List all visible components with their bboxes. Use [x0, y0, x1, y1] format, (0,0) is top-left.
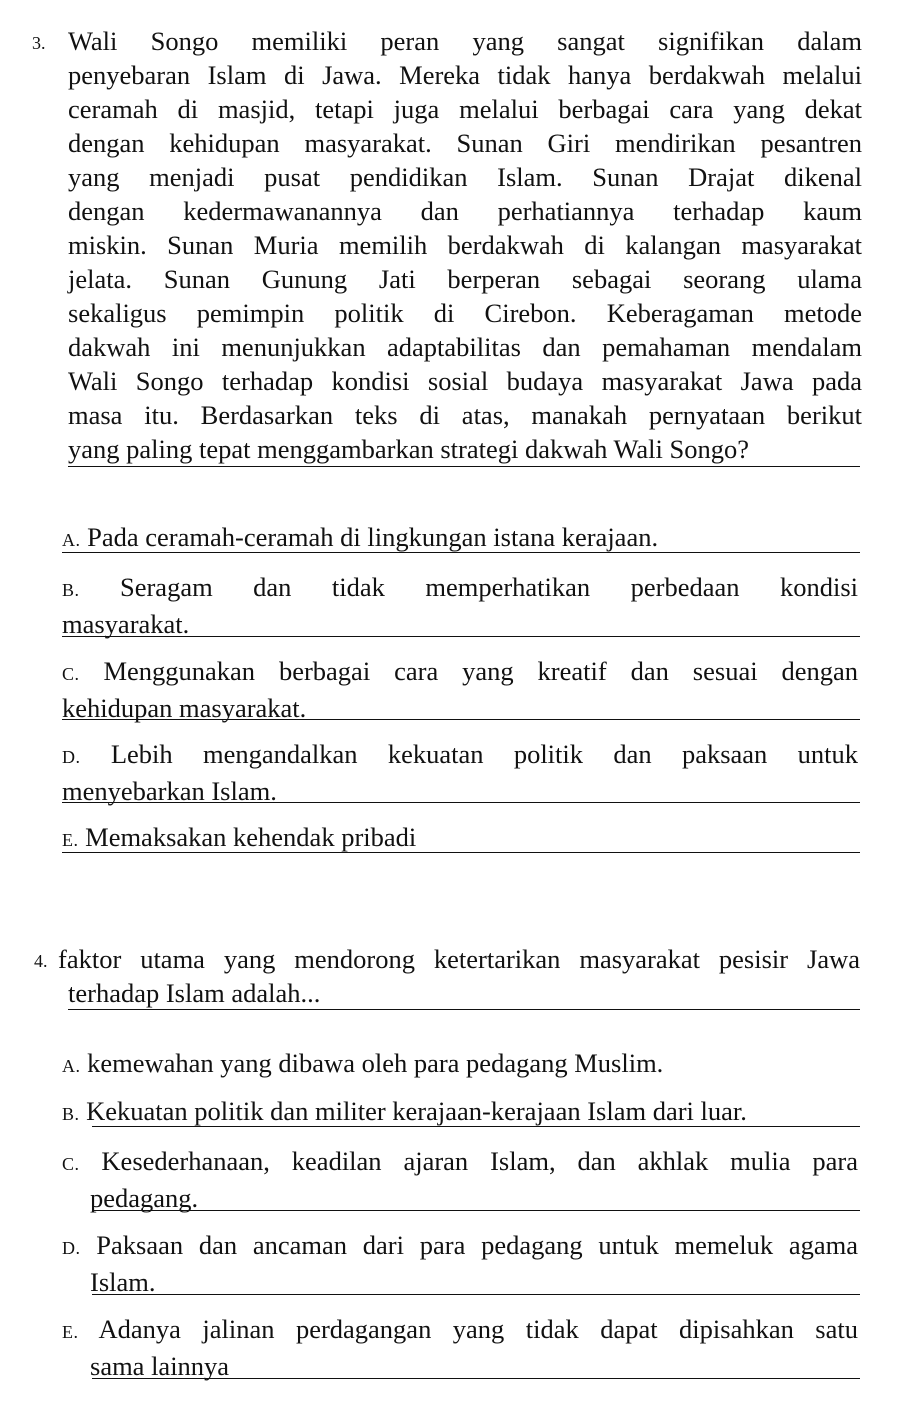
q4-option-e-text-2: sama lainnya — [90, 1351, 230, 1381]
question-3-text — [68, 24, 862, 466]
question-4-line: terhadap Islam adalah... — [68, 978, 321, 1008]
question-3-line: ceramah di masjid, tetapi juga melalui berbagai cara yang dekat — [68, 94, 862, 124]
question-3-line: masa itu. Berdasarkan teks di atas, manakah pernyataan berikut — [68, 400, 862, 430]
q3-option-b-letter: B. — [62, 580, 80, 600]
answer-line — [62, 636, 860, 637]
question-3-line: dengan kedermawanannya dan perhatiannya terhadap kaum — [68, 196, 862, 226]
answer-line — [62, 552, 860, 553]
answer-line — [62, 802, 860, 803]
q3-option-a-letter: A. — [62, 530, 81, 550]
q4-option-d[interactable] — [62, 1228, 858, 1299]
answer-line — [62, 719, 860, 720]
question-3-line: yang paling tepat menggambarkan strategi dakwah Wali Songo? — [68, 434, 750, 464]
q4-option-b-letter: B. — [62, 1104, 80, 1124]
q4-option-d-letter: D. — [62, 1238, 81, 1258]
answer-line — [92, 1378, 860, 1379]
question-3-line: yang menjadi pusat pendidikan Islam. Sunan Drajat dikenal — [68, 162, 862, 192]
q4-option-e-text: Adanya jalinan perdagangan yang tidak dapat dipisahkan satu — [98, 1314, 858, 1344]
q3-option-c-text: Menggunakan berbagai cara yang kreatif dan sesuai dengan — [103, 656, 859, 686]
question-4 — [34, 942, 860, 1010]
question-3-line: penyebaran Islam di Jawa. Mereka tidak hanya berdakwah melalui — [68, 60, 862, 90]
question-3-line: dakwah ini menunjukkan adaptabilitas dan pemahaman mendalam — [68, 332, 862, 362]
q4-option-a[interactable] — [62, 1046, 858, 1083]
question-3-line: dengan kehidupan masyarakat. Sunan Giri mendirikan pesantren — [68, 128, 862, 158]
q3-option-d-text: Lebih mengandalkan kekuatan politik dan paksaan untuk — [110, 739, 858, 769]
q4-option-e[interactable] — [62, 1312, 858, 1383]
question-3-line: Wali Songo memiliki peran yang sangat signifikan dalam — [68, 26, 862, 56]
q3-option-e-text: Memaksakan kehendak pribadi — [85, 822, 417, 852]
q4-option-c-letter: C. — [62, 1154, 80, 1174]
question-4-text — [58, 942, 860, 1010]
question-3-line: Wali Songo terhadap kondisi sosial budaya masyarakat Jawa pada — [68, 366, 862, 396]
q4-option-d-text: Paksaan dan ancaman dari para pedagang untuk memeluk agama — [96, 1230, 859, 1260]
q4-option-b-text: Kekuatan politik dan militer kerajaan-kerajaan Islam dari luar. — [86, 1096, 747, 1126]
q3-option-c-letter: C. — [62, 664, 80, 684]
question-3-line: jelata. Sunan Gunung Jati berperan sebagai seorang ulama — [68, 264, 862, 294]
q4-option-a-letter: A. — [62, 1056, 81, 1076]
q3-option-b[interactable] — [62, 570, 858, 641]
q4-option-d-text-2: Islam. — [90, 1267, 156, 1297]
q4-option-e-letter: E. — [62, 1322, 79, 1342]
q4-option-c-text: Kesederhanaan, keadilan ajaran Islam, dan akhlak mulia para — [101, 1146, 858, 1176]
q3-option-d-letter: D. — [62, 747, 81, 767]
question-3-line: miskin. Sunan Muria memilih berdakwah di kalangan masyarakat — [68, 230, 862, 260]
question-3 — [32, 24, 862, 466]
q3-option-b-text: Seragam dan tidak memperhatikan perbedaan kondisi — [119, 572, 858, 602]
q4-option-c-text-2: pedagang. — [90, 1183, 199, 1213]
q3-option-d[interactable] — [62, 737, 858, 808]
answer-line — [92, 1210, 860, 1211]
answer-line — [62, 852, 860, 853]
question-3-line: sekaligus pemimpin politik di Cirebon. Keberagaman metode — [68, 298, 862, 328]
q3-option-a-text: Pada ceramah-ceramah di lingkungan istana kerajaan. — [87, 522, 659, 552]
q3-option-d-text-2: menyebarkan Islam. — [62, 776, 277, 806]
answer-line — [68, 466, 860, 467]
answer-line — [92, 1126, 860, 1127]
question-4-number: 4. — [34, 951, 48, 971]
q3-option-e-letter: E. — [62, 830, 79, 850]
question-3-number: 3. — [32, 33, 46, 53]
q4-option-a-text: kemewahan yang dibawa oleh para pedagang Muslim. — [87, 1048, 664, 1078]
q4-option-c[interactable] — [62, 1144, 858, 1215]
q3-option-c[interactable] — [62, 654, 858, 725]
question-4-line: faktor utama yang mendorong ketertarikan masyarakat pesisir Jawa — [58, 944, 860, 974]
q3-option-c-text-2: kehidupan masyarakat. — [62, 693, 307, 723]
answer-line — [68, 1009, 860, 1010]
q3-option-b-text-2: masyarakat. — [62, 609, 190, 639]
answer-line — [92, 1294, 860, 1295]
